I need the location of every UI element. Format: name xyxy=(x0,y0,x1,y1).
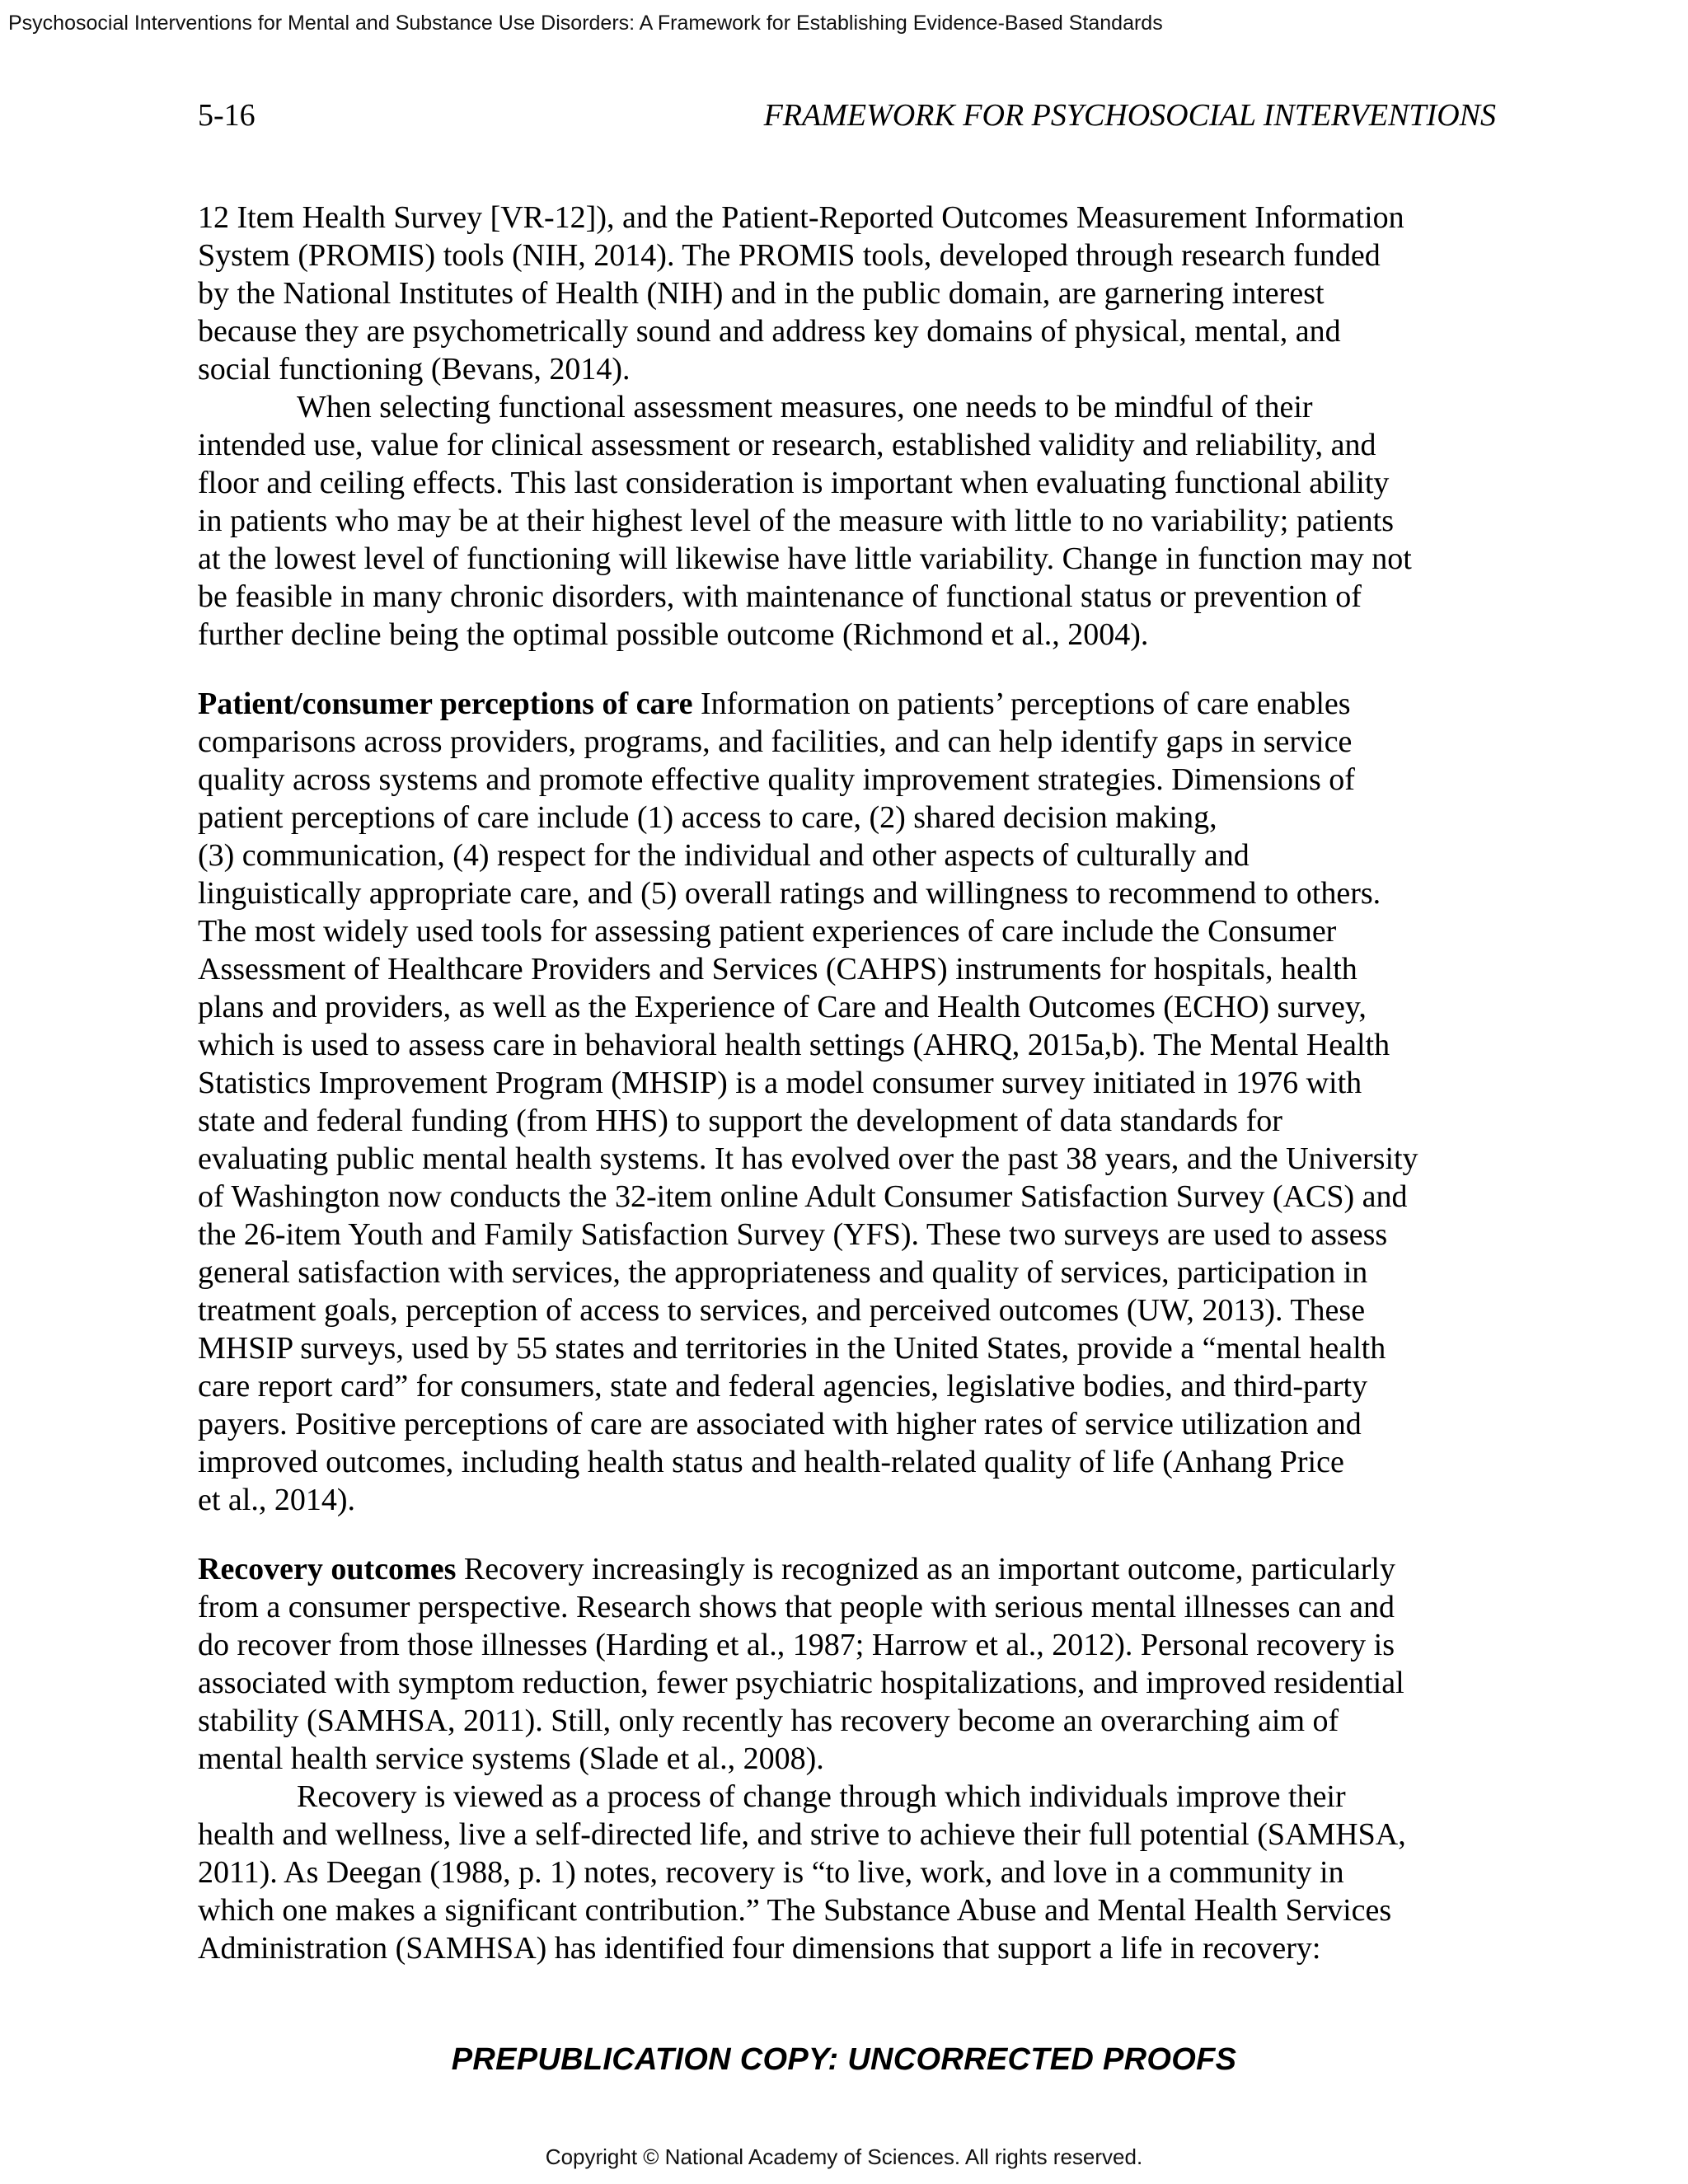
page-number: 5-16 xyxy=(198,98,256,133)
text-line: which one makes a significant contribution.” The Substance Abuse and Mental Health Services xyxy=(198,1893,1392,1928)
inline-text: Information on patients’ perceptions of care enables xyxy=(692,687,1351,721)
text-line: The most widely used tools for assessing patient experiences of care include the Consumer xyxy=(198,914,1337,949)
body-text xyxy=(198,199,1496,1967)
document-banner: Psychosocial Interventions for Mental and Substance Use Disorders: A Framework for Establishing Evidence-Based Standards xyxy=(8,12,1163,35)
text-line xyxy=(198,1550,1496,1588)
text-line: Administration (SAMHSA) has identified four dimensions that support a life in recovery: xyxy=(198,1931,1321,1966)
text-line: payers. Positive perceptions of care are associated with higher rates of service utilization and xyxy=(198,1407,1362,1441)
paragraph-promis xyxy=(198,199,1496,388)
text-line: comparisons across providers, programs, and facilities, and can help identify gaps in service xyxy=(198,724,1353,759)
text-line: MHSIP surveys, used by 55 states and territories in the United States, provide a “mental health xyxy=(198,1331,1386,1366)
inline-text: Recovery increasingly is recognized as an important outcome, particularly xyxy=(456,1552,1395,1586)
text-line: state and federal funding (from HHS) to support the development of data standards for xyxy=(198,1104,1282,1138)
text-line: by the National Institutes of Health (NIH) and in the public domain, are garnering interest xyxy=(198,276,1325,311)
text-line: intended use, value for clinical assessment or research, established validity and reliability, and xyxy=(198,428,1376,462)
section-perceptions-of-care xyxy=(198,685,1496,1519)
running-title: FRAMEWORK FOR PSYCHOSOCIAL INTERVENTIONS xyxy=(763,98,1496,133)
text-line: do recover from those illnesses (Harding et al., 1987; Harrow et al., 2012). Personal recovery is xyxy=(198,1628,1395,1662)
text-line: which is used to assess care in behavioral health settings (AHRQ, 2015a,b). The Mental Health xyxy=(198,1028,1390,1062)
section-heading-perceptions: Patient/consumer perceptions of care xyxy=(198,687,693,721)
text-line: mental health service systems (Slade et al., 2008). xyxy=(198,1741,824,1776)
text-line: plans and providers, as well as the Experience of Care and Health Outcomes (ECHO) survey, xyxy=(198,990,1367,1024)
paragraph-functional-assessment xyxy=(198,388,1496,654)
copyright-notice: Copyright © National Academy of Sciences. All rights reserved. xyxy=(545,2144,1143,2169)
text-line: associated with symptom reduction, fewer psychiatric hospitalizations, and improved residential xyxy=(198,1666,1404,1700)
text-line: be feasible in many chronic disorders, with maintenance of functional status or prevention of xyxy=(198,579,1362,614)
prepublication-notice: PREPUBLICATION COPY: UNCORRECTED PROOFS xyxy=(451,2042,1237,2077)
text-line: stability (SAMHSA, 2011). Still, only recently has recovery become an overarching aim of xyxy=(198,1704,1339,1738)
text-line: from a consumer perspective. Research shows that people with serious mental illnesses can and xyxy=(198,1590,1395,1624)
text-line: evaluating public mental health systems. It has evolved over the past 38 years, and the University xyxy=(198,1141,1418,1176)
text-line xyxy=(198,685,1496,723)
text-line: System (PROMIS) tools (NIH, 2014). The PROMIS tools, developed through research funded xyxy=(198,238,1381,273)
text-line: floor and ceiling effects. This last consideration is important when evaluating functional ability xyxy=(198,466,1390,500)
text-line: in patients who may be at their highest level of the measure with little to no variability; patients xyxy=(198,504,1395,538)
text-line: further decline being the optimal possible outcome (Richmond et al., 2004). xyxy=(198,617,1149,652)
text-line: social functioning (Bevans, 2014). xyxy=(198,352,631,387)
text-line: improved outcomes, including health status and health-related quality of life (Anhang Price xyxy=(198,1445,1344,1479)
text-line: general satisfaction with services, the appropriateness and quality of services, participation in xyxy=(198,1255,1368,1290)
section-recovery-outcomes xyxy=(198,1550,1496,1778)
paragraph-gap xyxy=(198,654,1496,685)
text-line: (3) communication, (4) respect for the individual and other aspects of culturally and xyxy=(198,838,1250,873)
text-line: care report card” for consumers, state and federal agencies, legislative bodies, and third-party xyxy=(198,1369,1368,1404)
paragraph-recovery-process xyxy=(198,1778,1496,1967)
text-line: the 26-item Youth and Family Satisfaction Survey (YFS). These two surveys are used to assess xyxy=(198,1217,1388,1252)
section-heading-recovery: Recovery outcomes xyxy=(198,1552,457,1586)
paragraph-gap xyxy=(198,1519,1496,1550)
text-line: at the lowest level of functioning will likewise have little variability. Change in function may not xyxy=(198,541,1412,576)
text-line: 12 Item Health Survey [VR-12]), and the Patient-Reported Outcomes Measurement Information xyxy=(198,200,1404,235)
text-line: health and wellness, live a self-directed life, and strive to achieve their full potential (SAMHSA, xyxy=(198,1817,1406,1852)
text-line: linguistically appropriate care, and (5) overall ratings and willingness to recommend to others. xyxy=(198,876,1381,911)
text-line: Assessment of Healthcare Providers and Services (CAHPS) instruments for hospitals, health xyxy=(198,952,1357,987)
text-line: treatment goals, perception of access to services, and perceived outcomes (UW, 2013). These xyxy=(198,1293,1366,1328)
text-line: because they are psychometrically sound and address key domains of physical, mental, and xyxy=(198,314,1341,349)
text-line: et al., 2014). xyxy=(198,1483,356,1517)
text-line: When selecting functional assessment measures, one needs to be mindful of their xyxy=(297,390,1313,424)
text-line: of Washington now conducts the 32-item online Adult Consumer Satisfaction Survey (ACS) and xyxy=(198,1179,1408,1214)
text-line: Recovery is viewed as a process of change through which individuals improve their xyxy=(297,1779,1346,1814)
text-line: Statistics Improvement Program (MHSIP) is a model consumer survey initiated in 1976 with xyxy=(198,1066,1362,1100)
text-line: quality across systems and promote effective quality improvement strategies. Dimensions of xyxy=(198,762,1355,797)
text-line: patient perceptions of care include (1) access to care, (2) shared decision making, xyxy=(198,800,1217,835)
text-line: 2011). As Deegan (1988, p. 1) notes, recovery is “to live, work, and love in a community in xyxy=(198,1855,1344,1890)
